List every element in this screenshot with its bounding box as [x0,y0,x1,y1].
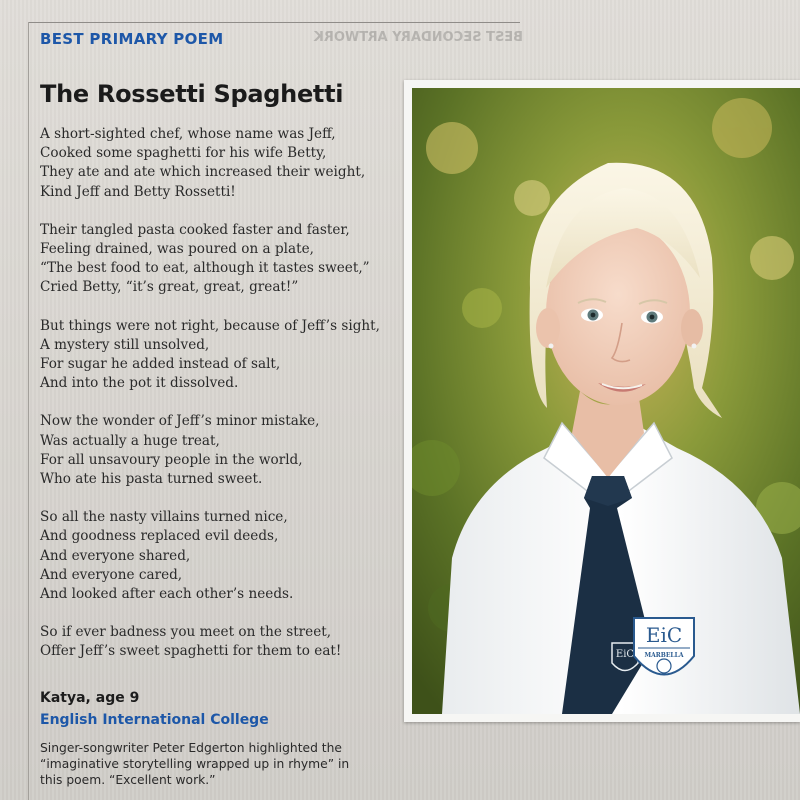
poem-stanza [40,221,410,298]
svg-text:EiC: EiC [645,623,683,647]
poem-body [40,125,410,681]
poem-line: A short-sighted chef, whose name was Jeff, [40,126,336,142]
poem-line: Was actually a huge treat, [40,432,220,449]
poem-line: For sugar he added instead of salt, [40,356,281,373]
poem-line: So all the nasty villains turned nice, [40,509,288,526]
author-byline: Katya, age 9 [40,690,140,706]
svg-text:EiC: EiC [615,649,635,660]
poem-line: And into the pot it dissolved. [40,375,239,392]
poem-stanza [40,125,410,202]
poem-line: And goodness replaced evil deeds, [40,528,279,545]
photo-frame [404,80,800,722]
top-rule [28,22,520,23]
shirt-crest [634,618,694,675]
poem-stanza [40,623,410,661]
show-through-text: BEST SECONDARY ARTWORK [313,30,523,45]
poem-line: Kind Jeff and Betty Rossetti! [40,183,236,200]
poem-title: The Rossetti Spaghetti [40,80,344,108]
poem-line: Offer Jeff’s sweet spaghetti for them to eat! [40,643,342,660]
poem-line: For all unsavoury people in the world, [40,451,303,468]
poem-line: And everyone shared, [40,547,191,564]
poem-line: And everyone cared, [40,566,183,583]
column-rule [28,22,29,800]
poem-line: Who ate his pasta turned sweet. [40,471,263,488]
judge-comment: Singer-songwriter Peter Edgerton highlighted the “imaginative storytelling wrapped up in rhyme” in this poem. “Excellent work.” [40,741,350,788]
svg-text:MARBELLA: MARBELLA [644,652,684,659]
poem-line: They ate and ate which increased their weight, [40,164,366,181]
poem-line: Cooked some spaghetti for his wife Betty, [40,145,327,162]
poem-line: And looked after each other’s needs. [40,586,294,603]
poem-stanza [40,508,410,604]
poem-line: “The best food to eat, although it tastes sweet,” [40,260,370,277]
poem-line: Now the wonder of Jeff’s minor mistake, [40,413,320,430]
poem-line: A mystery still unsolved, [40,336,210,353]
student-photo [412,88,800,714]
poem-stanza [40,317,410,394]
poem-line: Their tangled pasta cooked faster and faster, [40,221,350,238]
poem-line: But things were not right, because of Jeff’s sight, [40,317,380,334]
poem-line: So if ever badness you meet on the street, [40,624,332,641]
poem-stanza [40,412,410,489]
poem-line: Cried Betty, “it’s great, great, great!” [40,279,299,296]
section-label: BEST PRIMARY POEM [40,30,224,48]
poem-line: Feeling drained, was poured on a plate, [40,241,314,258]
school-name: English International College [40,712,269,728]
